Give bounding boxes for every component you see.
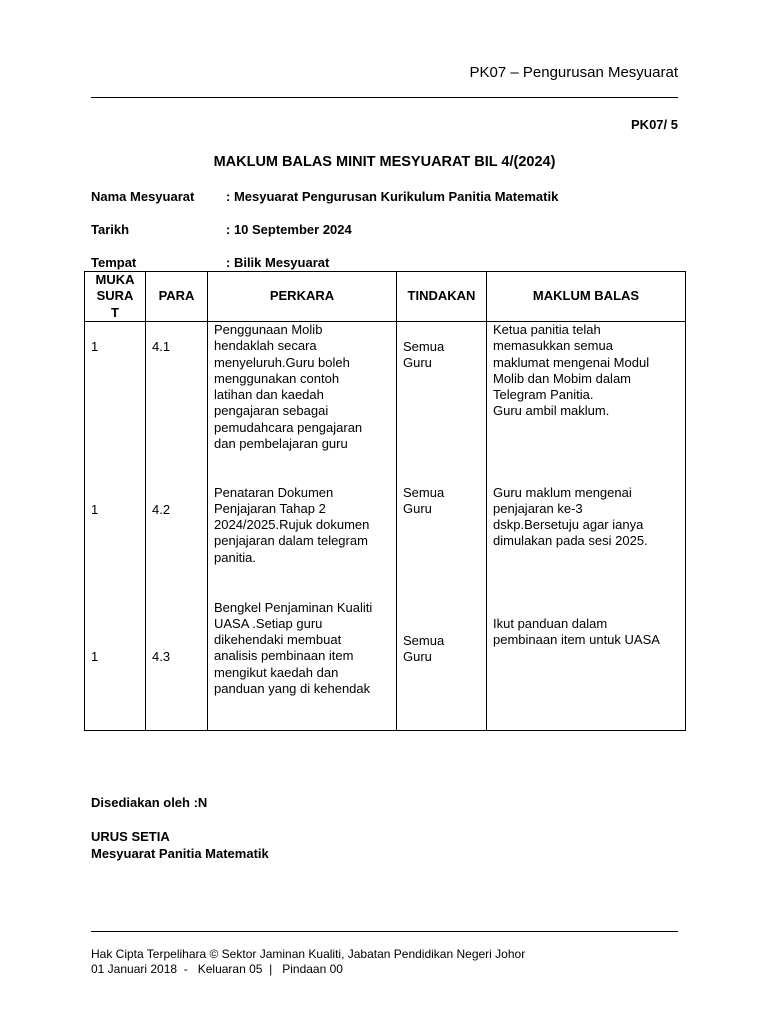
para-value: 4.1 xyxy=(152,339,171,354)
perkara-line: hendaklah secara xyxy=(214,338,317,354)
perkara-line: dikehendaki membuat xyxy=(214,632,342,648)
maklum-balas-line: Ketua panitia telah xyxy=(493,322,601,337)
prepared-by: Disediakan oleh :N xyxy=(91,795,208,810)
para-value: 4.2 xyxy=(152,501,171,517)
maklum-balas-line: Guru maklum mengenai xyxy=(493,484,632,500)
tindakan-line: Semua xyxy=(403,339,445,354)
perkara-line: Penjajaran Tahap 2 xyxy=(214,500,326,516)
venue-value: : Bilik Mesyuarat xyxy=(226,255,330,270)
perkara-line: menggunakan contoh xyxy=(214,370,340,386)
footer-divider xyxy=(91,931,678,932)
minutes-table xyxy=(84,271,686,731)
para-value: 4.3 xyxy=(152,648,171,664)
maklum-balas-line: Ikut panduan dalam xyxy=(493,615,608,631)
perkara-line: analisis pembinaan item xyxy=(214,648,354,664)
cell-maklum-balas xyxy=(487,600,686,731)
table-row xyxy=(85,485,686,600)
cell-maklum-balas xyxy=(487,485,686,600)
perkara-line: panitia. xyxy=(214,549,256,565)
perkara-line: Penataran Dokumen xyxy=(214,484,334,500)
cell-para xyxy=(146,485,208,600)
meeting-name-value: : Mesyuarat Pengurusan Kurikulum Panitia Matematik xyxy=(226,189,559,204)
cell-tindakan xyxy=(397,322,487,485)
cell-muka-surat xyxy=(85,322,146,485)
muka-surat-value: 1 xyxy=(91,501,99,517)
perkara-line: Penggunaan Molib xyxy=(214,322,323,337)
perkara-line: 2024/2025.Rujuk dokumen xyxy=(214,517,370,533)
header-muka-surat xyxy=(85,272,146,322)
muka-surat-value: 1 xyxy=(91,648,99,664)
cell-muka-surat xyxy=(85,485,146,600)
tindakan-line: Semua xyxy=(403,632,445,648)
tindakan-line: Semua xyxy=(403,484,445,500)
venue-label: Tempat xyxy=(91,255,137,270)
maklum-balas-line: Molib dan Mobim dalam xyxy=(493,370,632,386)
perkara-line: UASA .Setiap guru xyxy=(214,615,323,631)
perkara-line: pemudahcara pengajaran xyxy=(214,419,363,435)
header-para: PARA xyxy=(146,272,208,322)
perkara-line: penjajaran dalam telegram xyxy=(214,533,368,549)
table-header-row xyxy=(85,272,686,322)
maklum-balas-line: memasukkan semua xyxy=(493,338,613,354)
perkara-line: dan pembelajaran guru xyxy=(214,436,348,452)
form-code: PK07/ 5 xyxy=(631,117,678,132)
header-muka-surat-line: T xyxy=(111,304,119,320)
perkara-line: mengikut kaedah dan xyxy=(214,664,339,680)
header-divider xyxy=(91,97,678,98)
footer-copyright: Hak Cipta Terpelihara © Sektor Jaminan Kualiti, Jabatan Pendidikan Negeri Johor xyxy=(91,947,526,961)
maklum-balas-line: Guru ambil maklum. xyxy=(493,403,610,419)
header-muka-surat-line: SURA xyxy=(96,288,134,304)
table-row xyxy=(85,322,686,485)
document-title: MAKLUM BALAS MINIT MESYUARAT BIL 4/(2024) xyxy=(213,154,556,170)
maklum-balas-line: Telegram Panitia. xyxy=(493,387,594,403)
maklum-balas-line: pembinaan item untuk UASA xyxy=(493,631,660,647)
date-label: Tarikh xyxy=(91,222,130,237)
cell-perkara xyxy=(208,485,397,600)
tindakan-line: Guru xyxy=(403,355,432,371)
maklum-balas-line: penjajaran ke-3 xyxy=(493,500,583,516)
secretariat-role: URUS SETIA xyxy=(91,829,170,844)
header-maklum-balas: MAKLUM BALAS xyxy=(487,272,686,322)
perkara-line: panduan yang di kehendak xyxy=(214,680,371,696)
document-header: PK07 – Pengurusan Mesyuarat xyxy=(469,64,678,81)
maklum-balas-line: dskp.Bersetuju agar ianya xyxy=(493,517,644,533)
maklum-balas-line: maklumat mengenai Modul xyxy=(493,354,650,370)
cell-maklum-balas xyxy=(487,322,686,485)
date-value: : 10 September 2024 xyxy=(226,222,352,237)
table-row xyxy=(85,600,686,731)
maklum-balas-line: dimulakan pada sesi 2025. xyxy=(493,533,648,549)
header-perkara: PERKARA xyxy=(208,272,397,322)
cell-perkara xyxy=(208,600,397,731)
cell-tindakan xyxy=(397,600,487,731)
cell-para xyxy=(146,322,208,485)
secretariat-unit: Mesyuarat Panitia Matematik xyxy=(91,846,269,861)
tindakan-line: Guru xyxy=(403,500,432,516)
cell-para xyxy=(146,600,208,731)
meeting-name-label: Nama Mesyuarat xyxy=(91,189,195,204)
tindakan-line: Guru xyxy=(403,648,432,664)
perkara-line: pengajaran sebagai xyxy=(214,403,329,419)
cell-tindakan xyxy=(397,485,487,600)
header-muka-surat-line: MUKA xyxy=(95,272,135,288)
muka-surat-value: 1 xyxy=(91,339,99,354)
cell-perkara xyxy=(208,322,397,485)
cell-muka-surat xyxy=(85,600,146,731)
footer-revision: 01 Januari 2018 - Keluaran 05 | Pindaan 00 xyxy=(91,962,343,976)
perkara-line: latihan dan kaedah xyxy=(214,387,324,403)
perkara-line: Bengkel Penjaminan Kualiti xyxy=(214,599,373,615)
perkara-line: menyeluruh.Guru boleh xyxy=(214,354,350,370)
header-tindakan: TINDAKAN xyxy=(397,272,487,322)
